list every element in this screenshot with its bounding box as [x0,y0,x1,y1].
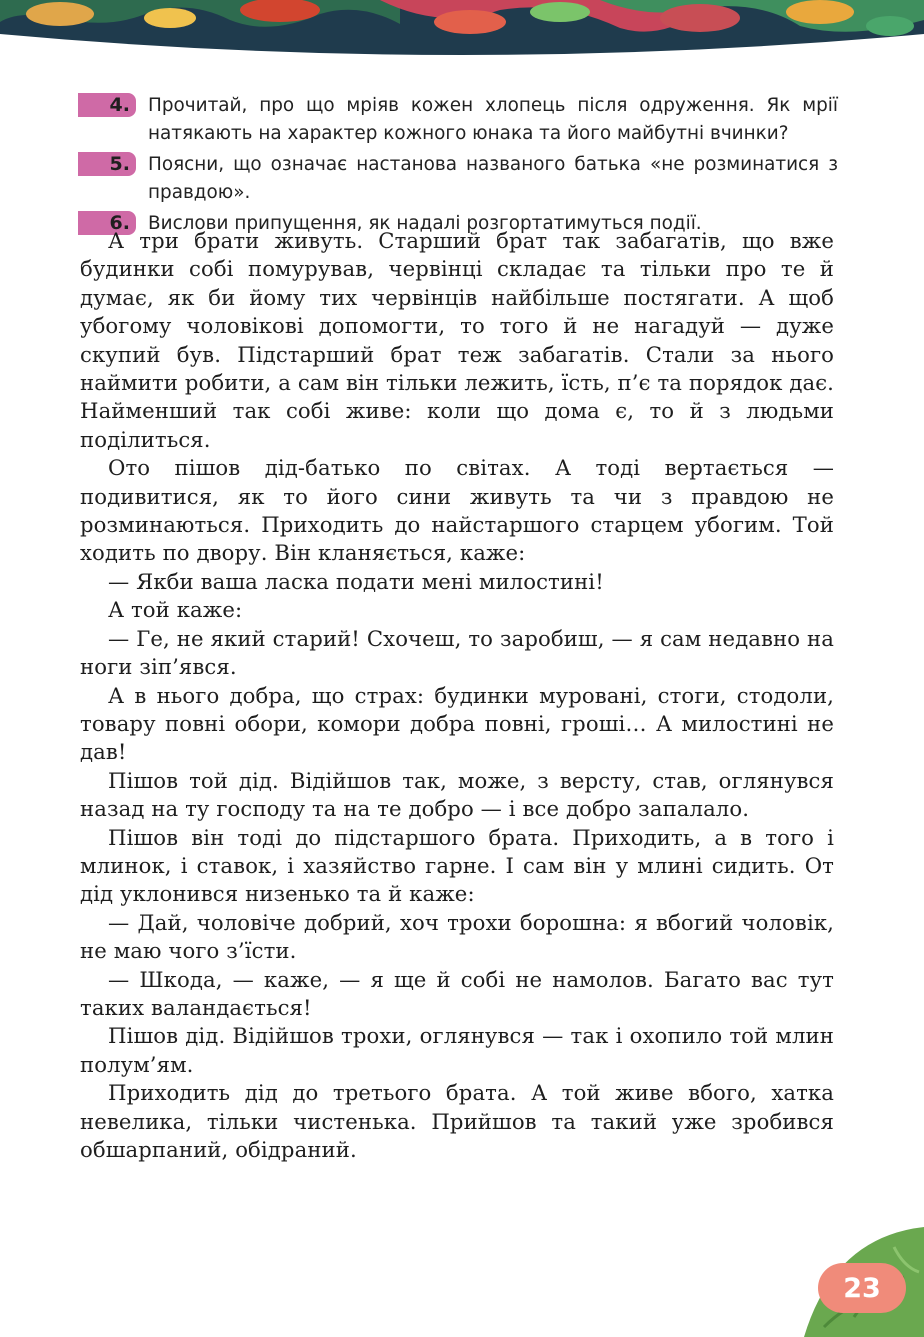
question-item [78,92,838,148]
story-paragraph: — Ге, не який старий! Схочеш, то заробиш, — я сам недавно на ноги зіп’явся. [80,625,834,680]
page-number-badge [818,1263,906,1313]
question-text: Прочитай, про що мріяв кожен хлопець після одруження. Як мрії натякають на характер кожного юнака та його майбутні вчинки? [148,95,838,144]
question-text: Вислови припущення, як надалі розгортатимуться події. [148,213,702,234]
story-paragraph: — Дай, чоловіче добрий, хоч трохи борошна: я вбогий чоловік, не маю чого з’їсти. [80,909,834,964]
story-paragraph: Ото пішов дід-батько по світах. А тоді вертається — подивитися, як то його сини живуть та чи з правдою не розминаються. Приходить до найстаршого старцем убогим. Той ходить по двору. Він кланяється, каже: [80,455,834,566]
story-paragraph: Приходить дід до третього брата. А той живе вбого, хатка невелика, тільки чистенька. Прийшов та такий уже зробився обшарпаний, обідраний. [80,1080,834,1162]
story-paragraph: Пішов той дід. Відійшов так, може, з версту, став, оглянувся назад на ту господу та на те добро — і все добро запалало. [80,767,834,822]
story-paragraph: — Шкода, — каже, — я ще й собі не намолов. Багато вас тут таких валандається! [80,966,834,1020]
story-paragraph: Пішов дід. Відійшов трохи, оглянувся — так і охопило той млин полум’ям. [80,1023,834,1077]
question-number: 5. [109,153,130,175]
question-number-badge [78,93,136,117]
question-number-badge [78,152,136,176]
story-text [80,227,834,1164]
question-text: Поясни, що означає настанова названого батька «не розминатися з правдою». [148,154,838,203]
page-number: 23 [843,1272,881,1304]
story-paragraph: А той каже: [108,597,243,623]
question-item [78,151,838,207]
story-paragraph: Пішов він тоді до підстаршого брата. Приходить, а в того і млинок, і ставок, і хазяйство гарне. І сам він у млині сидить. От дід уклонився низенько та й каже: [80,824,834,907]
story-paragraph: — Якби ваша ласка подати мені милостині! [108,568,604,594]
questions-block [78,92,838,241]
floral-header-banner [0,0,924,62]
question-number: 6. [109,212,130,234]
story-paragraph: А три брати живуть. Старший брат так забагатів, що вже будинки собі помурував, червінці складає та тільки про те й думає, як би йому тих червінців найбільше постягати. А щоб убогому чоловікові допомогти, то того й не нагадуй — дуже скупий був. Підстарший брат теж забагатів. Стали за нього наймити робити, а сам він тільки лежить, їсть, п’є та порядок дає. Найменший так собі живе: коли що дома є, то й з людьми поділиться. [80,228,834,452]
question-number: 4. [109,94,130,116]
story-paragraph: А в нього добра, що страх: будинки муровані, стоги, стодоли, товару повні обори, комори добра повні, гроші… А милостині не дав! [80,682,834,765]
